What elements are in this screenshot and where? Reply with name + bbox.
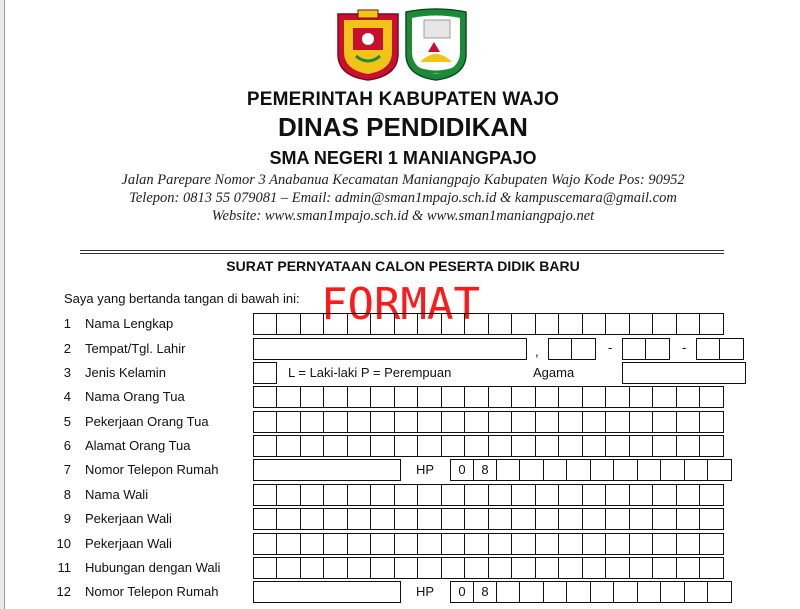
input-box[interactable] xyxy=(253,508,276,530)
input-box[interactable] xyxy=(441,508,464,530)
input-box[interactable] xyxy=(629,386,652,408)
input-box[interactable] xyxy=(707,581,732,603)
input-box[interactable] xyxy=(441,313,464,335)
input-box[interactable] xyxy=(582,484,605,506)
row-number: 2 xyxy=(63,341,71,356)
input-box[interactable] xyxy=(582,508,605,530)
input-box[interactable] xyxy=(347,557,370,579)
input-box[interactable] xyxy=(582,386,605,408)
input-box[interactable] xyxy=(699,435,724,457)
input-box[interactable] xyxy=(370,484,394,506)
input-box[interactable] xyxy=(629,435,652,457)
label-nama-orang-tua: Nama Orang Tua xyxy=(85,389,185,404)
input-box[interactable] xyxy=(370,557,394,579)
input-box[interactable] xyxy=(535,533,558,555)
input-box[interactable] xyxy=(417,411,441,433)
header-divider-second xyxy=(80,253,724,254)
input-box[interactable] xyxy=(300,386,323,408)
field-agama[interactable] xyxy=(622,362,746,384)
input-box[interactable] xyxy=(558,313,582,335)
label-agama: Agama xyxy=(533,365,575,380)
input-box[interactable] xyxy=(699,411,724,433)
input-box[interactable] xyxy=(684,459,707,481)
input-box[interactable] xyxy=(347,484,370,506)
row-number: 7 xyxy=(63,462,71,477)
input-box[interactable] xyxy=(276,508,300,530)
input-box[interactable] xyxy=(558,411,582,433)
input-box[interactable] xyxy=(323,533,347,555)
input-box[interactable] xyxy=(535,411,558,433)
input-box[interactable] xyxy=(535,508,558,530)
input-box[interactable] xyxy=(558,508,582,530)
input-box[interactable] xyxy=(276,557,300,579)
label-pekerjaan-orang-tua: Pekerjaan Orang Tua xyxy=(85,414,209,429)
input-box[interactable] xyxy=(652,313,676,335)
wajo-regency-emblem-icon xyxy=(338,10,398,80)
input-box[interactable] xyxy=(394,411,417,433)
input-box[interactable] xyxy=(323,508,347,530)
hp-prefix-digit: 0 xyxy=(450,581,474,603)
header-school: SMA NEGERI 1 MANIANGPAJO xyxy=(269,148,537,168)
input-box[interactable] xyxy=(535,435,558,457)
input-box[interactable] xyxy=(300,313,323,335)
input-box[interactable] xyxy=(347,313,370,335)
label-jenis-kelamin: Jenis Kelamin xyxy=(85,365,166,380)
input-box[interactable] xyxy=(441,484,464,506)
input-box[interactable] xyxy=(347,533,370,555)
input-box[interactable] xyxy=(347,508,370,530)
input-box[interactable] xyxy=(276,484,300,506)
input-box[interactable] xyxy=(511,533,535,555)
input-box[interactable] xyxy=(347,411,370,433)
input-box[interactable] xyxy=(464,484,488,506)
input-box[interactable] xyxy=(652,533,676,555)
input-box[interactable] xyxy=(464,411,488,433)
input-box[interactable] xyxy=(394,386,417,408)
input-box[interactable] xyxy=(511,313,535,335)
field-alamat-orang-tua[interactable] xyxy=(253,435,724,457)
input-box[interactable] xyxy=(417,508,441,530)
gender-legend: L = Laki-laki P = Perempuan xyxy=(288,365,452,380)
date-separator: - xyxy=(608,340,613,355)
input-box[interactable] xyxy=(558,533,582,555)
input-box[interactable] xyxy=(645,338,670,360)
field-bulan-lahir[interactable] xyxy=(622,338,670,360)
input-box[interactable] xyxy=(464,435,488,457)
input-box[interactable] xyxy=(276,411,300,433)
row-number: 6 xyxy=(63,438,71,453)
document-title: SURAT PERNYATAAN CALON PESERTA DIDIK BARU xyxy=(226,258,580,274)
input-box[interactable] xyxy=(699,386,724,408)
label-pekerjaan-wali-2: Pekerjaan Wali xyxy=(85,536,172,551)
field-pekerjaan-wali-2[interactable] xyxy=(253,533,724,555)
format-stamp: FORMAT xyxy=(321,279,480,330)
input-box[interactable] xyxy=(582,557,605,579)
input-box[interactable] xyxy=(699,557,724,579)
input-box[interactable] xyxy=(441,411,464,433)
input-box[interactable] xyxy=(707,459,732,481)
input-box[interactable] xyxy=(464,313,488,335)
input-box[interactable] xyxy=(253,435,276,457)
header-government: PEMERINTAH KABUPATEN WAJO xyxy=(246,89,560,110)
input-box[interactable] xyxy=(558,435,582,457)
input-box[interactable] xyxy=(253,411,276,433)
input-box[interactable] xyxy=(582,533,605,555)
input-box[interactable] xyxy=(253,533,276,555)
input-box[interactable] xyxy=(535,386,558,408)
input-box[interactable] xyxy=(300,411,323,433)
field-pekerjaan-orang-tua[interactable] xyxy=(253,411,724,433)
school-emblem-icon xyxy=(406,9,466,80)
input-box[interactable] xyxy=(394,557,417,579)
input-box[interactable] xyxy=(696,338,719,360)
input-box[interactable] xyxy=(417,484,441,506)
field-hubungan-dengan-wali[interactable] xyxy=(253,557,724,579)
label-nama-lengkap: Nama Lengkap xyxy=(85,316,174,331)
row-number: 5 xyxy=(63,414,71,429)
input-box[interactable] xyxy=(253,557,276,579)
input-box[interactable] xyxy=(394,508,417,530)
input-box[interactable] xyxy=(582,435,605,457)
input-box[interactable] xyxy=(488,508,511,530)
input-box[interactable] xyxy=(543,581,566,603)
input-box[interactable] xyxy=(253,313,276,335)
input-box[interactable] xyxy=(417,313,441,335)
header-agency: DINAS PENDIDIKAN xyxy=(278,112,528,142)
input-box[interactable] xyxy=(652,508,676,530)
input-box[interactable] xyxy=(676,557,699,579)
input-box[interactable] xyxy=(719,338,744,360)
input-box[interactable] xyxy=(613,459,637,481)
input-box[interactable] xyxy=(582,313,605,335)
input-box[interactable] xyxy=(511,484,535,506)
input-box[interactable] xyxy=(300,435,323,457)
hp-prefix-digit: 8 xyxy=(473,459,497,481)
input-box[interactable] xyxy=(276,435,300,457)
input-box[interactable] xyxy=(535,557,558,579)
input-box[interactable] xyxy=(441,435,464,457)
label-nama-wali: Nama Wali xyxy=(85,487,149,502)
label-hp: HP xyxy=(416,584,435,599)
input-box[interactable] xyxy=(605,484,629,506)
input-box[interactable] xyxy=(684,581,707,603)
input-box[interactable] xyxy=(511,508,535,530)
input-box[interactable] xyxy=(488,411,511,433)
input-box[interactable] xyxy=(605,557,629,579)
input-box[interactable] xyxy=(441,386,464,408)
input-box[interactable] xyxy=(629,484,652,506)
input-box[interactable] xyxy=(394,435,417,457)
input-box[interactable] xyxy=(519,459,543,481)
label-hp: HP xyxy=(416,462,435,477)
label-nomor-telepon-rumah: Nomor Telepon Rumah xyxy=(85,462,219,477)
input-box[interactable] xyxy=(370,533,394,555)
input-box[interactable] xyxy=(464,386,488,408)
field-nomor-hp[interactable] xyxy=(496,459,732,481)
input-box[interactable] xyxy=(605,386,629,408)
input-box[interactable] xyxy=(300,484,323,506)
input-box[interactable] xyxy=(276,386,300,408)
input-box[interactable] xyxy=(605,435,629,457)
input-box[interactable] xyxy=(253,484,276,506)
input-box[interactable] xyxy=(699,313,724,335)
input-box[interactable] xyxy=(323,386,347,408)
input-box[interactable] xyxy=(676,533,699,555)
date-separator: , xyxy=(535,344,539,359)
input-box[interactable] xyxy=(548,338,571,360)
field-nama-wali[interactable] xyxy=(253,484,724,506)
input-box[interactable] xyxy=(543,459,566,481)
input-box[interactable] xyxy=(253,362,277,384)
document-page xyxy=(4,0,800,609)
date-separator: - xyxy=(682,340,687,355)
input-box[interactable] xyxy=(441,557,464,579)
field-nomor-hp-wali[interactable] xyxy=(496,581,732,603)
input-box[interactable] xyxy=(300,533,323,555)
intro-text: Saya yang bertanda tangan di bawah ini: xyxy=(64,291,300,306)
row-number: 9 xyxy=(63,511,71,526)
input-box[interactable] xyxy=(300,508,323,530)
row-number: 1 xyxy=(63,316,71,331)
input-box[interactable] xyxy=(370,313,394,335)
field-telepon-rumah[interactable] xyxy=(253,459,401,481)
field-telepon-rumah-wali[interactable] xyxy=(253,581,401,603)
row-number: 12 xyxy=(56,584,71,599)
label-pekerjaan-wali: Pekerjaan Wali xyxy=(85,511,172,526)
field-tahun-lahir[interactable] xyxy=(696,338,744,360)
input-box[interactable] xyxy=(652,411,676,433)
input-box[interactable] xyxy=(605,313,629,335)
header-logos xyxy=(334,6,472,82)
input-box[interactable] xyxy=(323,484,347,506)
field-pekerjaan-wali[interactable] xyxy=(253,508,724,530)
input-box[interactable] xyxy=(488,557,511,579)
field-nama-orang-tua[interactable] xyxy=(253,386,724,408)
input-box[interactable] xyxy=(699,484,724,506)
input-box[interactable] xyxy=(441,533,464,555)
input-box[interactable] xyxy=(323,313,347,335)
input-box[interactable] xyxy=(370,411,394,433)
input-box[interactable] xyxy=(605,411,629,433)
input-box[interactable] xyxy=(676,508,699,530)
input-box[interactable] xyxy=(676,484,699,506)
input-box[interactable] xyxy=(613,581,637,603)
hp-prefix-digit: 8 xyxy=(473,581,497,603)
label-nomor-telepon-rumah-wali: Nomor Telepon Rumah xyxy=(85,584,219,599)
input-box[interactable] xyxy=(394,484,417,506)
input-box[interactable] xyxy=(660,459,684,481)
input-box[interactable] xyxy=(276,313,300,335)
input-box[interactable] xyxy=(652,435,676,457)
input-box[interactable] xyxy=(323,411,347,433)
input-box[interactable] xyxy=(629,411,652,433)
input-box[interactable] xyxy=(496,459,519,481)
hp-prefix-digit: 0 xyxy=(450,459,474,481)
input-box[interactable] xyxy=(347,386,370,408)
input-box[interactable] xyxy=(276,533,300,555)
input-box[interactable] xyxy=(629,557,652,579)
header-address: Jalan Parepare Nomor 3 Anabanua Kecamatan Maniangpajo Kabupaten Wajo Kode Pos: 90952 xyxy=(121,172,685,188)
header-divider xyxy=(80,250,724,251)
input-box[interactable] xyxy=(605,508,629,530)
row-number: 11 xyxy=(57,560,71,575)
input-box[interactable] xyxy=(488,533,511,555)
input-box[interactable] xyxy=(253,386,276,408)
input-box[interactable] xyxy=(323,557,347,579)
input-box[interactable] xyxy=(417,386,441,408)
input-box[interactable] xyxy=(571,338,596,360)
input-box[interactable] xyxy=(464,557,488,579)
row-number: 10 xyxy=(56,536,71,551)
field-jenis-kelamin[interactable] xyxy=(253,362,277,384)
input-box[interactable] xyxy=(496,581,519,603)
row-number: 8 xyxy=(63,487,71,502)
input-box[interactable] xyxy=(417,533,441,555)
input-box[interactable] xyxy=(488,313,511,335)
input-box[interactable] xyxy=(511,411,535,433)
label-alamat-orang-tua: Alamat Orang Tua xyxy=(85,438,191,453)
input-box[interactable] xyxy=(629,508,652,530)
field-nama-lengkap[interactable] xyxy=(253,313,724,335)
input-box[interactable] xyxy=(590,581,613,603)
input-box[interactable] xyxy=(699,508,724,530)
input-box[interactable] xyxy=(676,386,699,408)
input-box[interactable] xyxy=(558,557,582,579)
input-box[interactable] xyxy=(464,533,488,555)
input-box[interactable] xyxy=(637,459,660,481)
input-box[interactable] xyxy=(347,435,370,457)
input-box[interactable] xyxy=(511,386,535,408)
input-box[interactable] xyxy=(511,557,535,579)
input-box[interactable] xyxy=(605,533,629,555)
input-box[interactable] xyxy=(629,533,652,555)
input-box[interactable] xyxy=(629,313,652,335)
row-number: 3 xyxy=(63,365,71,380)
field-tanggal-lahir[interactable] xyxy=(548,338,596,360)
input-box[interactable] xyxy=(590,459,613,481)
input-box[interactable] xyxy=(300,557,323,579)
input-box[interactable] xyxy=(488,484,511,506)
header-contact: Telepon: 0813 55 079081 – Email: admin@sman1mpajo.sch.id & kampuscemara@gmail.com xyxy=(129,190,677,206)
input-box[interactable] xyxy=(652,557,676,579)
input-box[interactable] xyxy=(582,411,605,433)
input-box[interactable] xyxy=(637,581,660,603)
input-box[interactable] xyxy=(417,557,441,579)
row-number: 4 xyxy=(63,389,71,404)
input-box[interactable] xyxy=(652,484,676,506)
input-box[interactable] xyxy=(511,435,535,457)
field-tempat-lahir[interactable] xyxy=(253,338,527,360)
input-box[interactable] xyxy=(535,484,558,506)
input-box[interactable] xyxy=(622,338,645,360)
input-box[interactable] xyxy=(323,435,347,457)
input-box[interactable] xyxy=(558,386,582,408)
input-box[interactable] xyxy=(519,581,543,603)
input-box[interactable] xyxy=(488,386,511,408)
input-box[interactable] xyxy=(535,313,558,335)
input-box[interactable] xyxy=(676,313,699,335)
header-website: Website: www.sman1mpajo.sch.id & www.sman1maniangpajo.net xyxy=(211,208,595,224)
input-box[interactable] xyxy=(370,508,394,530)
input-box[interactable] xyxy=(558,484,582,506)
input-box[interactable] xyxy=(370,386,394,408)
input-box[interactable] xyxy=(417,435,441,457)
input-box[interactable] xyxy=(394,533,417,555)
input-box[interactable] xyxy=(676,411,699,433)
input-box[interactable] xyxy=(660,581,684,603)
input-box[interactable] xyxy=(464,508,488,530)
input-box[interactable] xyxy=(394,313,417,335)
input-box[interactable] xyxy=(699,533,724,555)
label-tempat-tgl-lahir: Tempat/Tgl. Lahir xyxy=(85,341,186,356)
input-box[interactable] xyxy=(370,435,394,457)
input-box[interactable] xyxy=(566,459,590,481)
input-box[interactable] xyxy=(652,386,676,408)
label-hubungan-dengan-wali: Hubungan dengan Wali xyxy=(85,560,221,575)
input-box[interactable] xyxy=(488,435,511,457)
input-box[interactable] xyxy=(676,435,699,457)
input-box[interactable] xyxy=(566,581,590,603)
